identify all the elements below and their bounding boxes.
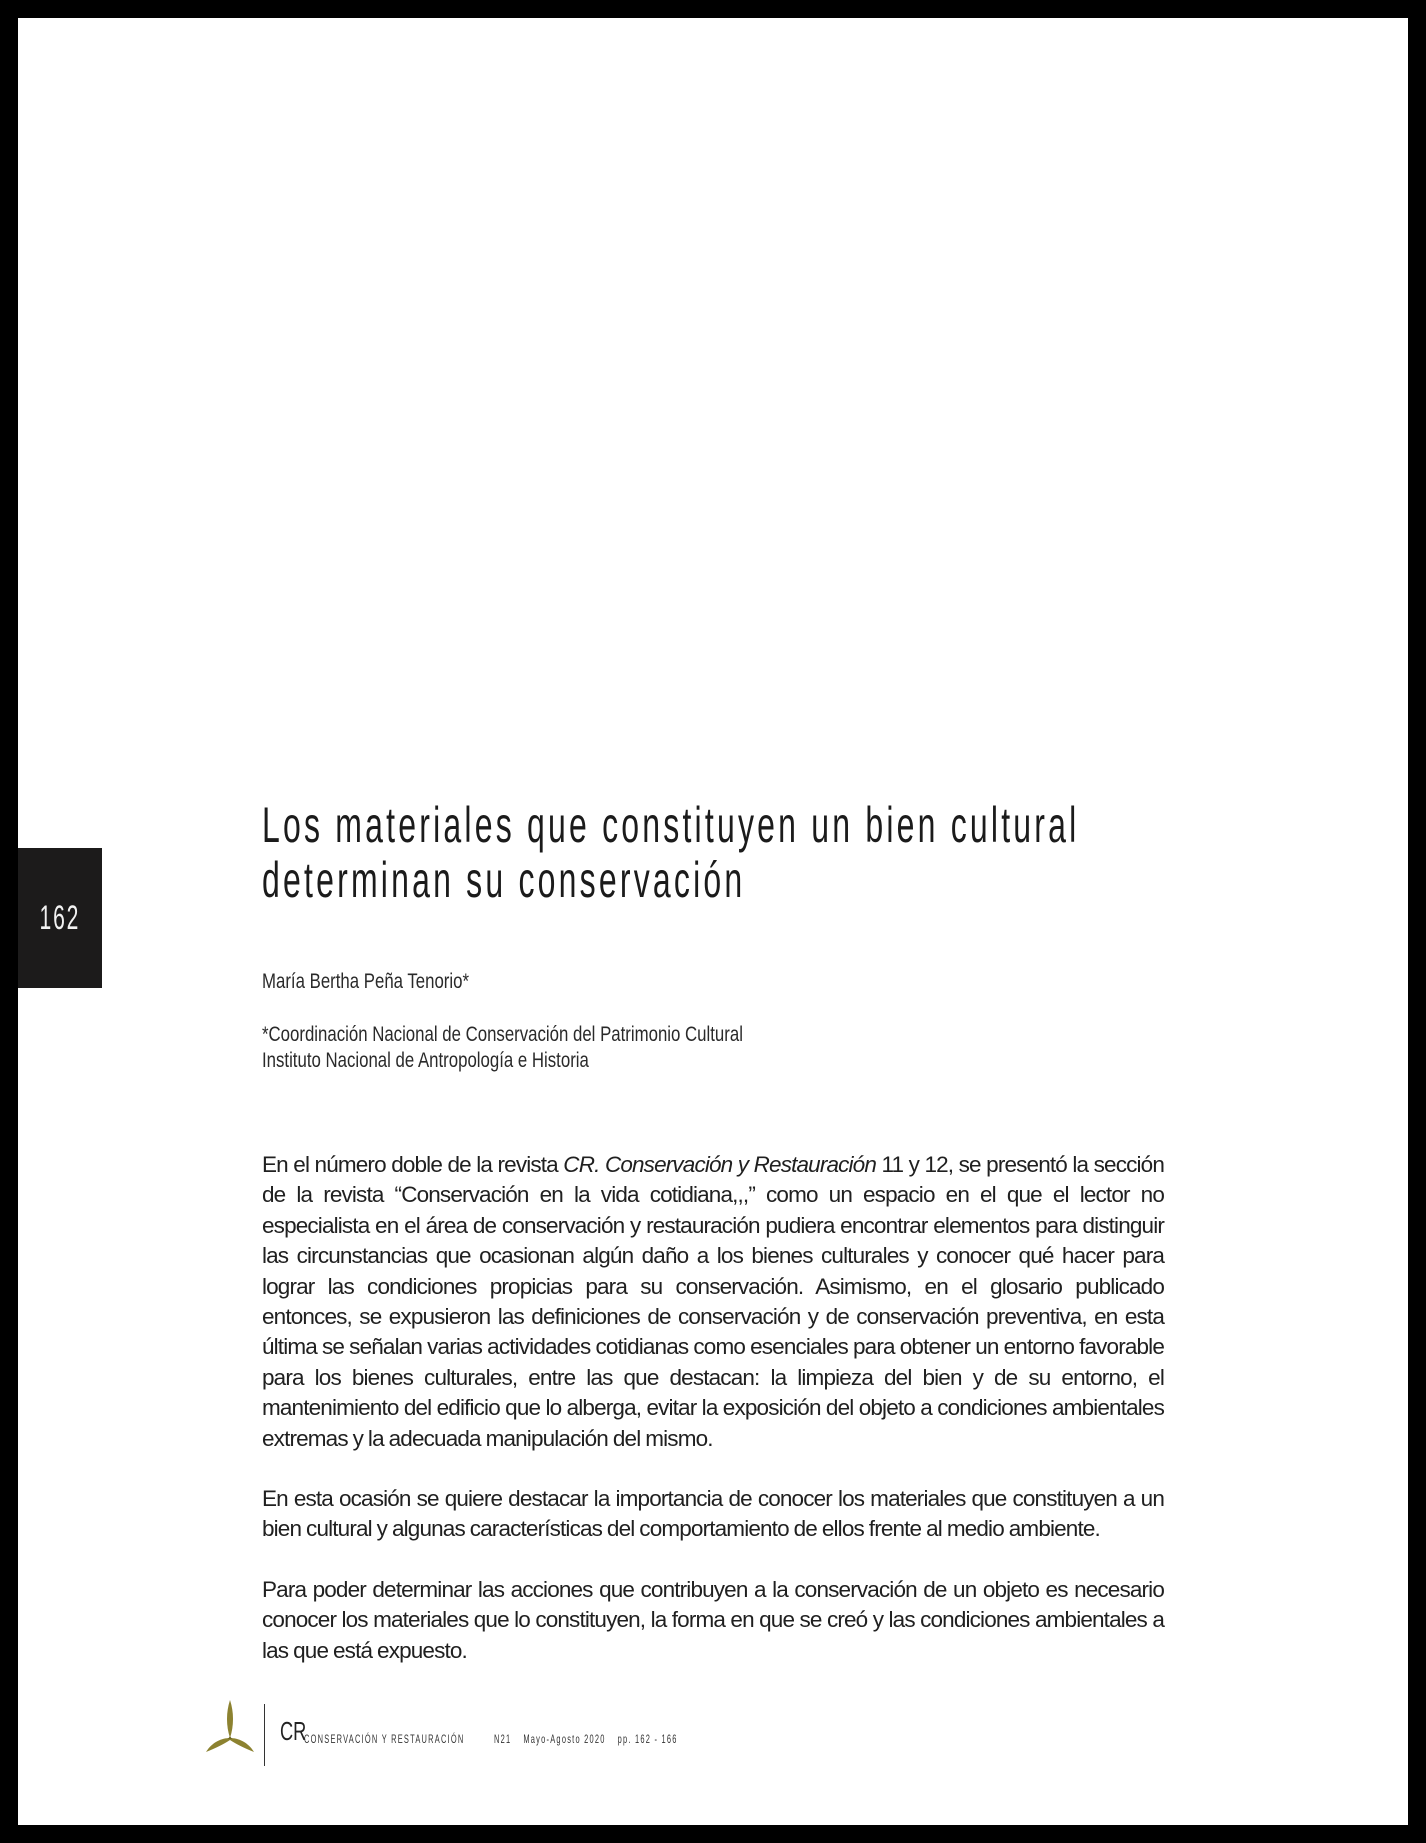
title-line: Los materiales que constituyen un bien cultural [262, 797, 1080, 853]
author-name: María Bertha Peña Tenorio* [262, 970, 470, 993]
body-paragraph [262, 1150, 1164, 1454]
title-line: determinan su conservación [262, 852, 746, 908]
affiliation-line: *Coordinación Nacional de Conservación del Patrimonio Cultural [262, 1023, 743, 1046]
affiliation-line: Instituto Nacional de Antropología e Historia [262, 1049, 589, 1072]
journal-title-italic: CR. Conservación y Restauración [563, 1152, 877, 1177]
journal-name: CONSERVACIÓN Y RESTAURACIÓN [304, 1732, 465, 1746]
author-affiliation [262, 1022, 743, 1074]
body-paragraph: En esta ocasión se quiere destacar la importancia de conocer los materiales que constituyen a un bien cultural y algunas características del comportamiento de ellos frente al medio ambiente. [262, 1486, 1164, 1542]
issue-info [494, 1732, 686, 1746]
article-title [262, 798, 1079, 908]
page-number: 162 [39, 898, 81, 937]
article-body [262, 1150, 1164, 1696]
paragraph-text: En el número doble de la revista [262, 1152, 564, 1177]
issue-number: N21 [494, 1732, 512, 1746]
leaf-icon [206, 1698, 254, 1754]
paragraph-text: 11 y 12, se presentó la sección de la revista “Conservación en la vida cotidiana,,,” como un espacio en el que el lector no especialista en el área de conservación y restauración pudiera encontrar elementos para distinguir las circunstancias que ocasionan algún daño a los bienes culturales y conocer qué hacer para lograr las condiciones propicias para su conservación. Asimismo, en el glosario publicado entonces, se expusieron las definiciones de conservación y de conservación preventiva, en esta última se señalan varias actividades cotidianas como esenciales para obtener un entorno favorable para los bienes culturales, entre las que destacan: la limpieza del bien y de su entorno, el mantenimiento del edificio que lo alberga, evitar la exposición del objeto a condiciones ambientales extremas y la adecuada manipulación del mismo. [262, 1152, 1164, 1451]
journal-logo-cr: CR [280, 1716, 307, 1746]
issue-date: Mayo-Agosto 2020 [523, 1732, 606, 1746]
footer-divider [264, 1704, 265, 1766]
body-paragraph: Para poder determinar las acciones que contribuyen a la conservación de un objeto es necesario conocer los materiales que lo constituyen, la forma en que se creó y las condiciones ambientales a las que está expuesto. [262, 1576, 1164, 1663]
document-page [18, 18, 1408, 1825]
page-range: pp. 162 - 166 [617, 1732, 678, 1746]
page-number-tab [18, 848, 102, 988]
